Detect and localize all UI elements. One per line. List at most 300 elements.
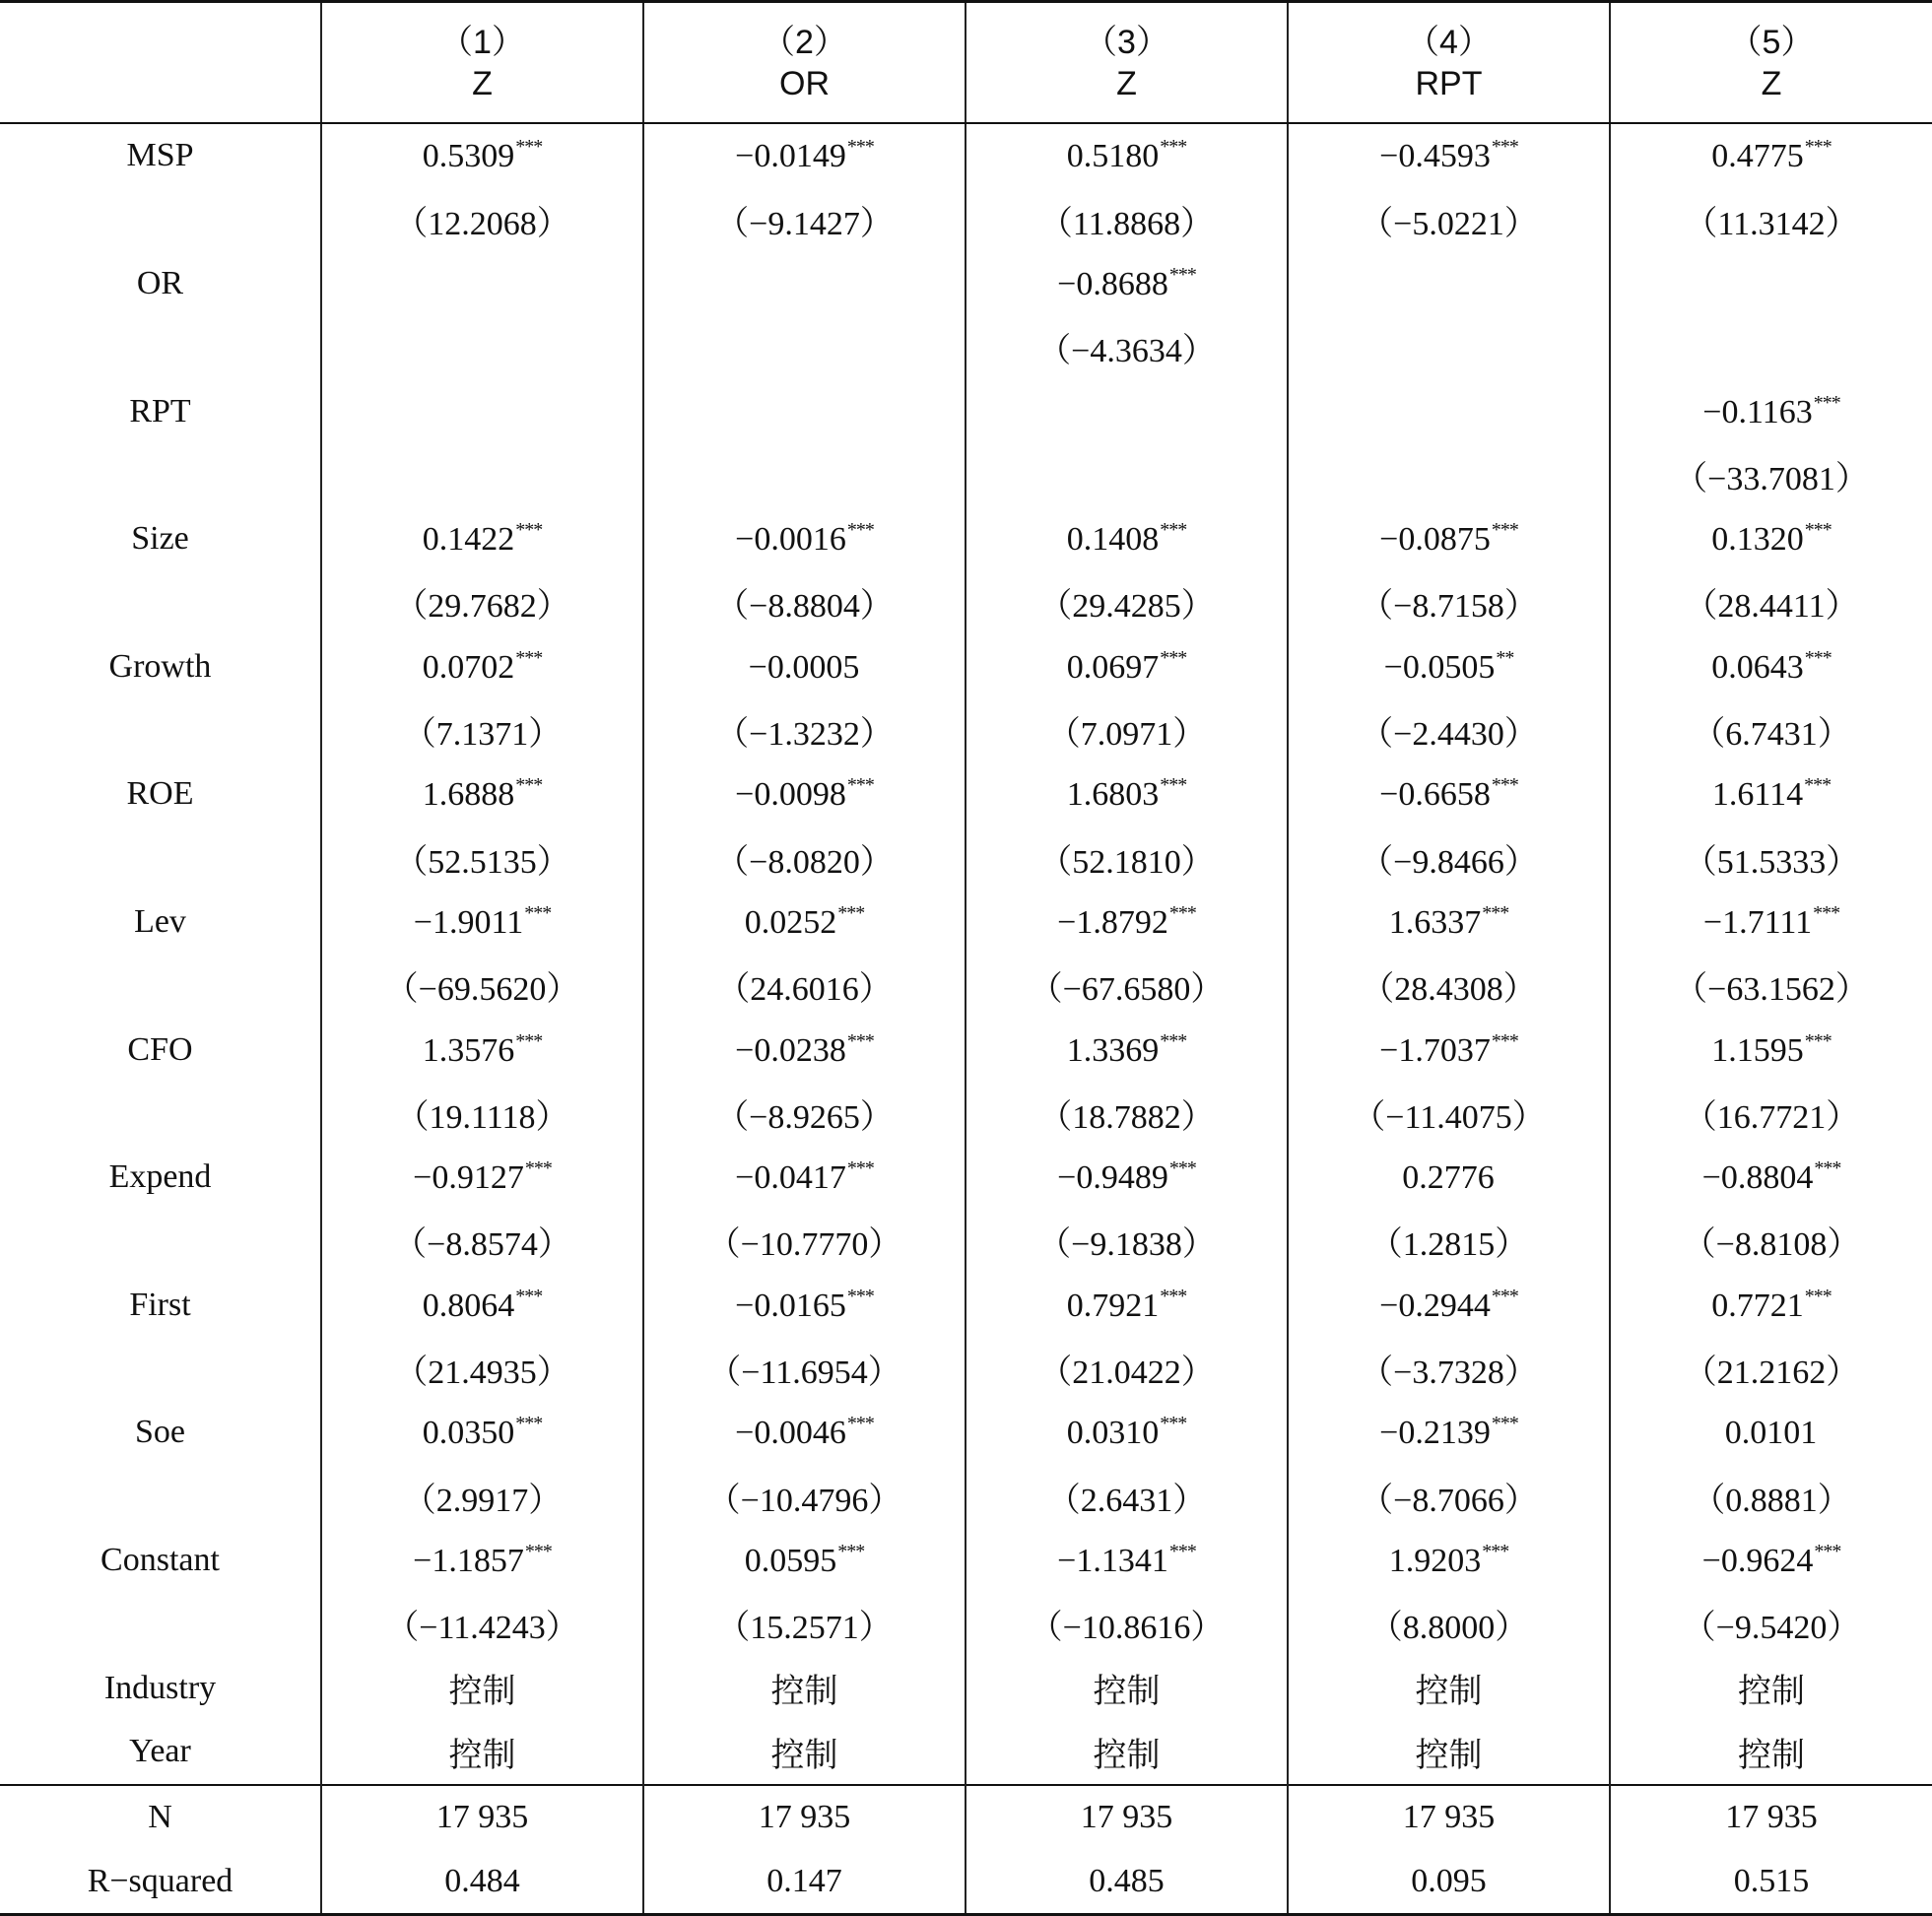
coefficient-cell	[1610, 891, 1932, 955]
significance-stars: ***	[1814, 1540, 1841, 1562]
coefficient-value: −0.0238	[735, 1031, 846, 1069]
t-statistic-cell: （−9.1838）	[966, 1210, 1288, 1274]
t-statistic-cell: （−5.0221）	[1288, 188, 1610, 252]
significance-stars: ***	[1160, 1285, 1187, 1307]
coefficient-cell	[966, 1146, 1288, 1210]
t-statistic-cell: （18.7882）	[966, 1082, 1288, 1146]
t-statistic-cell: （11.3142）	[1610, 188, 1932, 252]
coefficient-value: 0.0310	[1066, 1415, 1160, 1452]
statistic-cell: 17 935	[1288, 1785, 1610, 1850]
significance-stars: ***	[1168, 1157, 1196, 1180]
t-statistic-cell: （15.2571）	[643, 1592, 966, 1656]
coefficient-value: 1.6888	[422, 776, 515, 814]
significance-stars: ***	[1160, 136, 1187, 159]
coefficient-cell	[321, 1401, 643, 1465]
empty-label-cell	[0, 1337, 321, 1401]
t-statistic-cell: （−10.4796）	[643, 1465, 966, 1529]
variable-label: Soe	[135, 1414, 185, 1451]
significance-stars: ***	[1804, 136, 1832, 159]
control-row	[0, 1656, 1932, 1720]
coefficient-value: −0.9489	[1057, 1159, 1168, 1197]
t-statistic-cell	[643, 315, 966, 379]
t-statistic-row	[0, 698, 1932, 762]
coefficient-cell	[1610, 379, 1932, 443]
control-label: Industry	[103, 1669, 217, 1706]
coefficient-cell	[643, 123, 966, 188]
coefficient-cell	[966, 1273, 1288, 1337]
coefficient-cell	[1288, 1529, 1610, 1593]
variable-label: MSP	[126, 137, 194, 174]
coefficient-cell	[643, 1273, 966, 1337]
t-statistic-cell: （21.0422）	[966, 1337, 1288, 1401]
coefficient-value: −0.0505	[1383, 648, 1496, 686]
column-header-1	[321, 2, 643, 124]
t-statistic-cell: （−8.0820）	[643, 826, 966, 891]
t-statistic-cell: （−69.5620）	[321, 954, 643, 1018]
coefficient-row	[0, 891, 1932, 955]
coefficient-cell	[1610, 634, 1932, 698]
t-statistic-cell	[321, 443, 643, 507]
column-number: （1）	[439, 23, 525, 61]
coefficient-value: 1.3576	[422, 1031, 515, 1069]
significance-stars: ***	[846, 1285, 874, 1307]
t-statistic-cell: （2.6431）	[966, 1465, 1288, 1529]
t-statistic-row	[0, 1210, 1932, 1274]
control-cell: 控制	[1288, 1720, 1610, 1785]
significance-stars: ***	[515, 646, 543, 669]
empty-label-cell	[0, 698, 321, 762]
variable-label: Size	[131, 520, 189, 558]
coefficient-row	[0, 1401, 1932, 1465]
coefficient-row	[0, 1529, 1932, 1593]
coefficient-cell	[1288, 1018, 1610, 1082]
coefficient-row	[0, 1018, 1932, 1082]
significance-stars: ***	[1491, 1285, 1518, 1307]
t-statistic-cell: （21.2162）	[1610, 1337, 1932, 1401]
empty-label-cell	[0, 443, 321, 507]
t-statistic-cell: （11.8868）	[966, 188, 1288, 252]
t-statistic-cell	[966, 443, 1288, 507]
coefficient-value: −0.6658	[1379, 776, 1491, 814]
coefficient-cell	[966, 1529, 1288, 1593]
t-statistic-cell: （−11.4243）	[321, 1592, 643, 1656]
t-statistic-row	[0, 188, 1932, 252]
t-statistic-cell: （19.1118）	[321, 1082, 643, 1146]
coefficient-cell	[966, 507, 1288, 571]
significance-stars: ***	[846, 1029, 874, 1052]
statistic-cell: 0.484	[321, 1850, 643, 1915]
significance-stars: ***	[1804, 1285, 1832, 1307]
coefficient-cell	[1288, 252, 1610, 316]
statistic-cell: 17 935	[1610, 1785, 1932, 1850]
coefficient-cell	[643, 891, 966, 955]
statistic-label: N	[0, 1785, 321, 1850]
coefficient-cell	[1288, 379, 1610, 443]
coefficient-value: −0.0016	[735, 521, 846, 559]
empty-label-cell	[0, 1082, 321, 1146]
coefficient-value: 0.0101	[1724, 1415, 1818, 1452]
coefficient-cell	[321, 252, 643, 316]
coefficient-value: −0.9624	[1701, 1542, 1814, 1579]
coefficient-row	[0, 252, 1932, 316]
variable-label: Expend	[108, 1158, 212, 1196]
coefficient-value: 1.6337	[1388, 903, 1482, 941]
statistic-cell: 17 935	[321, 1785, 643, 1850]
coefficient-value: −0.2944	[1379, 1287, 1491, 1324]
t-statistic-cell: （−8.8574）	[321, 1210, 643, 1274]
coefficient-cell	[321, 507, 643, 571]
empty-label-cell	[0, 315, 321, 379]
control-cell: 控制	[1610, 1656, 1932, 1720]
t-statistic-cell: （29.4285）	[966, 571, 1288, 635]
coefficient-cell	[966, 123, 1288, 188]
significance-stars: ***	[846, 1413, 874, 1435]
variable-label: ROE	[126, 775, 194, 813]
significance-stars: ***	[1491, 136, 1518, 159]
t-statistic-cell	[1288, 315, 1610, 379]
t-statistic-row	[0, 1592, 1932, 1656]
coefficient-cell	[966, 379, 1288, 443]
significance-stars: ***	[1160, 1413, 1187, 1435]
coefficient-value: −1.7111	[1702, 903, 1813, 941]
coefficient-cell	[1288, 1401, 1610, 1465]
coefficient-value: −0.8804	[1701, 1159, 1814, 1197]
coefficient-cell	[1288, 1273, 1610, 1337]
t-statistic-cell: （−10.7770）	[643, 1210, 966, 1274]
variable-label: Growth	[108, 647, 212, 685]
t-statistic-cell: （16.7721）	[1610, 1082, 1932, 1146]
coefficient-cell	[966, 762, 1288, 826]
significance-stars: ***	[1813, 391, 1840, 414]
statistic-label: R−squared	[0, 1850, 321, 1915]
t-statistic-row	[0, 571, 1932, 635]
coefficient-cell	[1610, 252, 1932, 316]
coefficient-cell	[1288, 891, 1610, 955]
coefficient-value: 0.4775	[1711, 138, 1804, 175]
dependent-variable: Z	[1116, 64, 1137, 102]
coefficient-cell	[966, 252, 1288, 316]
significance-stars: ***	[1814, 1157, 1841, 1180]
coefficient-value: 0.0595	[744, 1542, 837, 1579]
significance-stars: ***	[1491, 1029, 1518, 1052]
empty-label-cell	[0, 826, 321, 891]
coefficient-cell	[1610, 762, 1932, 826]
column-number: （2）	[762, 23, 847, 61]
dependent-variable: OR	[779, 64, 830, 102]
t-statistic-row	[0, 954, 1932, 1018]
column-header-4	[1288, 2, 1610, 124]
empty-label-cell	[0, 188, 321, 252]
t-statistic-cell: （52.5135）	[321, 826, 643, 891]
t-statistic-cell: （−8.7066）	[1288, 1465, 1610, 1529]
t-statistic-cell: （7.0971）	[966, 698, 1288, 762]
control-cell: 控制	[321, 1656, 643, 1720]
coefficient-cell	[643, 507, 966, 571]
table-header	[0, 2, 1932, 124]
t-statistic-cell: （24.6016）	[643, 954, 966, 1018]
coefficient-value: 0.8064	[422, 1287, 515, 1324]
empty-label-cell	[0, 1592, 321, 1656]
t-statistic-cell: （29.7682）	[321, 571, 643, 635]
coefficient-row	[0, 123, 1932, 188]
t-statistic-cell	[1610, 315, 1932, 379]
coefficient-cell	[1288, 762, 1610, 826]
t-statistic-cell: （21.4935）	[321, 1337, 643, 1401]
significance-stars: ***	[846, 774, 874, 797]
coefficient-value: 0.0350	[422, 1415, 515, 1452]
control-label: Year	[129, 1733, 191, 1770]
column-header-5	[1610, 2, 1932, 124]
t-statistic-cell: （−4.3634）	[966, 315, 1288, 379]
coefficient-cell	[966, 634, 1288, 698]
coefficient-cell	[643, 1529, 966, 1593]
coefficient-value: 0.0697	[1066, 648, 1160, 686]
t-statistic-cell: （−67.6580）	[966, 954, 1288, 1018]
variable-label: CFO	[127, 1030, 193, 1068]
significance-stars: ***	[1482, 1540, 1509, 1562]
coefficient-value: −1.7037	[1379, 1031, 1491, 1069]
coefficient-cell	[1288, 507, 1610, 571]
t-statistic-cell: （−1.3232）	[643, 698, 966, 762]
t-statistic-cell	[643, 443, 966, 507]
statistic-cell: 17 935	[966, 1785, 1288, 1850]
coefficient-value: 0.7721	[1711, 1287, 1804, 1324]
t-statistic-cell: （−8.9265）	[643, 1082, 966, 1146]
t-statistic-row	[0, 443, 1932, 507]
coefficient-cell	[1610, 507, 1932, 571]
coefficient-value: 0.2776	[1402, 1159, 1495, 1197]
coefficient-value: 0.5309	[422, 138, 515, 175]
significance-stars: ***	[1813, 901, 1840, 924]
coefficient-value: −0.0149	[735, 138, 846, 175]
coefficient-value: −0.0098	[735, 776, 846, 814]
significance-stars: ***	[1491, 1413, 1518, 1435]
t-statistic-cell: （7.1371）	[321, 698, 643, 762]
t-statistic-cell: （−2.4430）	[1288, 698, 1610, 762]
coefficient-cell	[321, 634, 643, 698]
coefficient-value: −0.9127	[413, 1159, 524, 1197]
significance-stars: ***	[1482, 901, 1509, 924]
statistic-cell: 0.515	[1610, 1850, 1932, 1915]
coefficient-cell	[321, 1146, 643, 1210]
coefficient-row	[0, 762, 1932, 826]
coefficient-value: 1.9203	[1388, 1542, 1482, 1579]
coefficient-value: −1.1341	[1057, 1542, 1168, 1579]
t-statistic-cell: （−9.1427）	[643, 188, 966, 252]
coefficient-row	[0, 507, 1932, 571]
t-statistic-cell: （−33.7081）	[1610, 443, 1932, 507]
significance-stars: ***	[846, 136, 874, 159]
significance-stars: ***	[1168, 901, 1196, 924]
t-statistic-cell: （−11.4075）	[1288, 1082, 1610, 1146]
coefficient-cell	[1288, 634, 1610, 698]
variable-label: OR	[136, 264, 184, 301]
coefficient-cell	[966, 1401, 1288, 1465]
t-statistic-row	[0, 1465, 1932, 1529]
significance-stars: ***	[515, 1413, 543, 1435]
t-statistic-cell: （−11.6954）	[643, 1337, 966, 1401]
column-header-2	[643, 2, 966, 124]
header-corner-cell	[0, 2, 321, 124]
coefficient-row	[0, 1146, 1932, 1210]
coefficient-row	[0, 379, 1932, 443]
t-statistic-row	[0, 1337, 1932, 1401]
coefficient-cell	[1610, 1146, 1932, 1210]
t-statistic-cell: （52.1810）	[966, 826, 1288, 891]
coefficient-value: 0.1320	[1711, 521, 1804, 559]
coefficient-value: 0.0252	[744, 903, 837, 941]
coefficient-row	[0, 1273, 1932, 1337]
table-body	[0, 123, 1932, 1915]
coefficient-value: 0.1422	[422, 521, 515, 559]
coefficient-cell	[643, 1401, 966, 1465]
significance-stars: ***	[1491, 519, 1518, 542]
coefficient-cell	[643, 252, 966, 316]
coefficient-value: 1.1595	[1711, 1031, 1804, 1069]
statistic-row	[0, 1785, 1932, 1850]
variable-label: First	[129, 1286, 191, 1323]
coefficient-value: −1.1857	[413, 1542, 524, 1579]
t-statistic-cell: （−3.7328）	[1288, 1337, 1610, 1401]
significance-stars: ***	[1804, 646, 1832, 669]
coefficient-row	[0, 634, 1932, 698]
coefficient-cell	[321, 1018, 643, 1082]
t-statistic-cell	[321, 315, 643, 379]
coefficient-value: −0.1163	[1702, 393, 1813, 430]
t-statistic-row	[0, 315, 1932, 379]
significance-stars: ***	[1160, 646, 1187, 669]
coefficient-value: −0.8688	[1057, 265, 1168, 302]
coefficient-cell	[643, 379, 966, 443]
significance-stars: ***	[1804, 519, 1832, 542]
t-statistic-cell: （−9.5420）	[1610, 1592, 1932, 1656]
coefficient-value: −0.0046	[735, 1415, 846, 1452]
coefficient-cell	[321, 762, 643, 826]
empty-label-cell	[0, 1210, 321, 1274]
coefficient-cell	[1610, 123, 1932, 188]
t-statistic-cell: （6.7431）	[1610, 698, 1932, 762]
coefficient-cell	[1610, 1273, 1932, 1337]
significance-stars: ***	[1160, 519, 1187, 542]
coefficient-cell	[1288, 1146, 1610, 1210]
coefficient-cell	[1610, 1529, 1932, 1593]
t-statistic-cell: （12.2068）	[321, 188, 643, 252]
significance-stars: ***	[846, 1157, 874, 1180]
coefficient-value: −0.0875	[1379, 521, 1491, 559]
significance-stars: ***	[515, 774, 543, 797]
significance-stars: ***	[1491, 774, 1518, 797]
coefficient-cell	[966, 1018, 1288, 1082]
coefficient-cell	[643, 1018, 966, 1082]
coefficient-cell	[321, 1529, 643, 1593]
coefficient-cell	[1610, 1018, 1932, 1082]
t-statistic-cell: （1.2815）	[1288, 1210, 1610, 1274]
control-cell: 控制	[1610, 1720, 1932, 1785]
dependent-variable: RPT	[1415, 64, 1483, 102]
coefficient-cell	[321, 123, 643, 188]
t-statistic-cell: （28.4411）	[1610, 571, 1932, 635]
control-cell: 控制	[966, 1656, 1288, 1720]
significance-stars: ***	[1168, 1540, 1196, 1562]
coefficient-cell	[643, 762, 966, 826]
t-statistic-cell: （51.5333）	[1610, 826, 1932, 891]
t-statistic-cell: （−10.8616）	[966, 1592, 1288, 1656]
coefficient-value: −0.2139	[1379, 1415, 1491, 1452]
t-statistic-cell: （−8.8804）	[643, 571, 966, 635]
statistic-cell: 0.485	[966, 1850, 1288, 1915]
empty-label-cell	[0, 1465, 321, 1529]
coefficient-cell	[643, 634, 966, 698]
coefficient-value: 1.6114	[1711, 776, 1804, 814]
t-statistic-cell: （28.4308）	[1288, 954, 1610, 1018]
t-statistic-cell: （−9.8466）	[1288, 826, 1610, 891]
significance-stars: ***	[515, 1029, 543, 1052]
coefficient-value: −1.8792	[1057, 903, 1168, 941]
variable-label: Lev	[134, 902, 186, 940]
statistic-cell: 0.095	[1288, 1850, 1610, 1915]
column-number: （5）	[1728, 23, 1815, 61]
coefficient-value: −0.0417	[735, 1159, 846, 1197]
coefficient-value: 0.1408	[1066, 521, 1160, 559]
dependent-variable: Z	[472, 64, 493, 102]
t-statistic-cell	[1288, 443, 1610, 507]
statistic-row	[0, 1850, 1932, 1915]
significance-stars: ***	[837, 901, 865, 924]
coefficient-value: 0.7921	[1066, 1287, 1160, 1324]
coefficient-cell	[321, 1273, 643, 1337]
significance-stars: ***	[1160, 1029, 1187, 1052]
significance-stars: ***	[1160, 774, 1187, 797]
coefficient-cell	[321, 379, 643, 443]
significance-stars: ***	[524, 1157, 552, 1180]
coefficient-value: 0.0702	[422, 648, 515, 686]
coefficient-value: −1.9011	[413, 903, 524, 941]
t-statistic-cell: （−8.7158）	[1288, 571, 1610, 635]
coefficient-value: −0.0005	[748, 648, 860, 686]
column-header-3	[966, 2, 1288, 124]
coefficient-value: 0.5180	[1066, 138, 1160, 175]
empty-label-cell	[0, 954, 321, 1018]
t-statistic-row	[0, 1082, 1932, 1146]
t-statistic-cell: （2.9917）	[321, 1465, 643, 1529]
variable-label: Constant	[100, 1541, 220, 1578]
coefficient-value: 1.3369	[1066, 1031, 1160, 1069]
control-cell: 控制	[643, 1656, 966, 1720]
t-statistic-row	[0, 826, 1932, 891]
control-row	[0, 1720, 1932, 1785]
significance-stars: ***	[524, 901, 552, 924]
dependent-variable: Z	[1761, 64, 1782, 102]
coefficient-value: −0.4593	[1379, 138, 1491, 175]
significance-stars: ***	[837, 1540, 865, 1562]
t-statistic-cell: （−63.1562）	[1610, 954, 1932, 1018]
variable-label: RPT	[129, 392, 191, 429]
significance-stars: ***	[1804, 774, 1832, 797]
significance-stars: ***	[846, 519, 874, 542]
significance-stars: ***	[515, 519, 543, 542]
control-cell: 控制	[1288, 1656, 1610, 1720]
header-row	[0, 2, 1932, 124]
significance-stars: ***	[1804, 1029, 1832, 1052]
coefficient-cell	[321, 891, 643, 955]
coefficient-value: −0.0165	[735, 1287, 846, 1324]
statistic-cell: 17 935	[643, 1785, 966, 1850]
t-statistic-cell: （0.8881）	[1610, 1465, 1932, 1529]
coefficient-cell	[1610, 1401, 1932, 1465]
significance-stars: ***	[515, 1285, 543, 1307]
control-cell: 控制	[643, 1720, 966, 1785]
significance-stars: ***	[1168, 263, 1196, 286]
